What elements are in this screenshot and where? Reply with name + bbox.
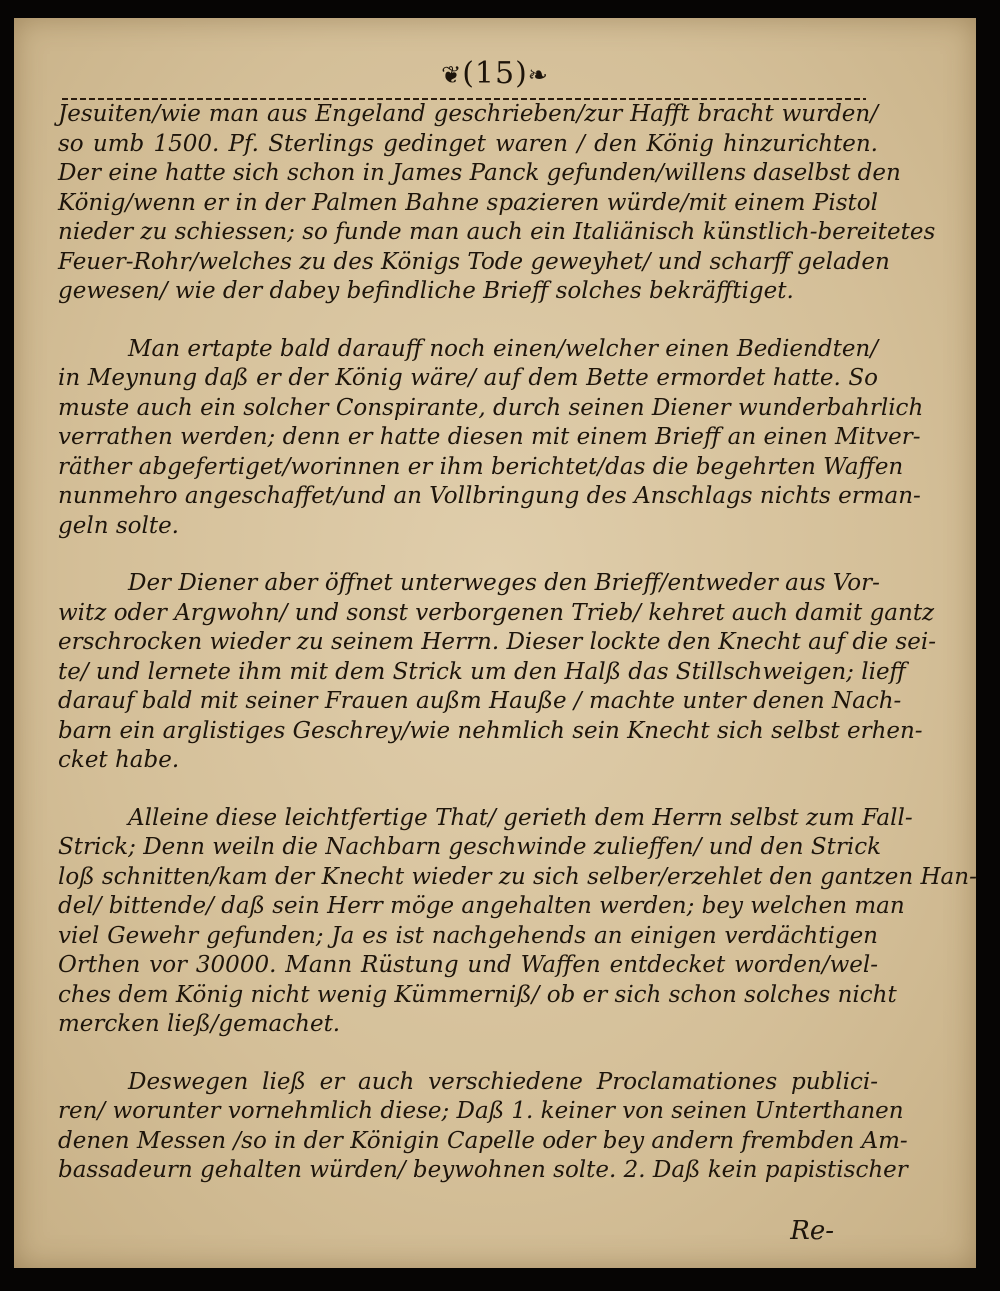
text-line: erschrocken wieder zu seinem Herrn. Dieser lockte den Knecht auf die sei- [58, 629, 936, 655]
paragraph [58, 569, 936, 776]
paragraph [58, 804, 977, 1040]
paragraph [58, 335, 924, 542]
catchword: Re- [790, 1216, 834, 1246]
text-line: viel Gewehr gefunden; Ja es ist nachgehends an einigen verdächtigen [58, 922, 878, 949]
text-line: nunmehro angeschaffet/und an Vollbringung des Anschlags nichts erman- [58, 483, 921, 509]
ornament-right-icon: ❧ [527, 61, 549, 89]
text-line: nieder zu schiessen; so funde man auch ein Italiänisch künstlich-bereitetes [58, 219, 936, 245]
text-line: darauf bald mit seiner Frauen außm Hauße / machte unter denen Nach- [58, 688, 902, 714]
text-line: Der Diener aber öffnet unterweges den Brieff/entweder aus Vor- [128, 570, 880, 596]
text-line: mercken ließ/gemachet. [58, 1011, 341, 1037]
text-line: Der eine hatte sich schon in James Panck gefunden/willens daselbst den [58, 160, 901, 186]
text-line: räther abgefertiget/worinnen er ihm berichtet/das die begehrten Waffen [58, 453, 904, 480]
text-line: barn ein arglistiges Geschrey/wie nehmlich sein Knecht sich selbst erhen- [58, 717, 923, 744]
text-line: Man ertapte bald darauff noch einen/welcher einen Bediendten/ [128, 335, 878, 362]
body-text [58, 100, 977, 1214]
text-line: Alleine diese leichtfertige That/ gerieth dem Herrn selbst zum Fall- [128, 804, 913, 831]
text-line: loß schnitten/kam der Knecht wieder zu sich selber/erzehlet den gantzen Han- [58, 863, 977, 890]
text-line: ches dem König nicht wenig Kümmerniß/ ob er sich schon solches nicht [58, 981, 897, 1008]
paragraph [58, 1068, 908, 1186]
text-line: bassadeurn gehalten würden/ beywohnen solte. 2. Daß kein papistischer [58, 1157, 908, 1183]
book-page [14, 18, 976, 1268]
text-line: so umb 1500. Pf. Sterlings gedinget waren / den König hinzurichten. [58, 130, 878, 157]
text-line: denen Messen /so in der Königin Capelle oder bey andern frembden Am- [58, 1127, 908, 1154]
text-line: in Meynung daß er der König wäre/ auf dem Bette ermordet hatte. So [58, 365, 878, 391]
text-line: witz oder Argwohn/ und sonst verborgenen Trieb/ kehret auch damit gantz [58, 599, 935, 626]
text-line: Orthen vor 30000. Mann Rüstung und Waffen entdecket worden/wel- [58, 952, 878, 978]
text-line: cket habe. [58, 747, 180, 773]
text-line: te/ und lernete ihm mit dem Strick um den Halß das Stillschweigen; lieff [58, 658, 906, 685]
text-line: Deswegen ließ er auch verschiedene Proclamationes publici- [128, 1068, 878, 1095]
text-line: gewesen/ wie der dabey befindliche Brieff solches bekräfftiget. [58, 278, 794, 304]
text-line: geln solte. [58, 512, 179, 539]
text-line: verrathen werden; denn er hatte diesen mit einem Brieff an einen Mitver- [58, 424, 921, 450]
text-line: Strick; Denn weiln die Nachbarn geschwinde zulieffen/ und den Strick [58, 834, 882, 860]
text-line: König/wenn er in der Palmen Bahne spazieren würde/mit einem Pistol [58, 189, 878, 216]
text-line: del/ bittende/ daß sein Herr möge angehalten werden; bey welchen man [58, 893, 905, 919]
text-line: muste auch ein solcher Conspirante, durch seinen Diener wunderbahrlich [58, 394, 924, 421]
text-line: ren/ worunter vornehmlich diese; Daß 1. keiner von seinen Unterthanen [58, 1098, 904, 1124]
page-number: (15) [462, 56, 528, 91]
text-line: Jesuiten/wie man aus Engeland geschrieben/zur Hafft bracht wurden/ [58, 101, 878, 127]
page-header [14, 56, 976, 91]
ornament-left-icon: ❦ [441, 61, 463, 89]
paragraph [58, 100, 936, 307]
text-line: Feuer-Rohr/welches zu des Königs Tode geweyhet/ und scharff geladen [58, 248, 890, 275]
